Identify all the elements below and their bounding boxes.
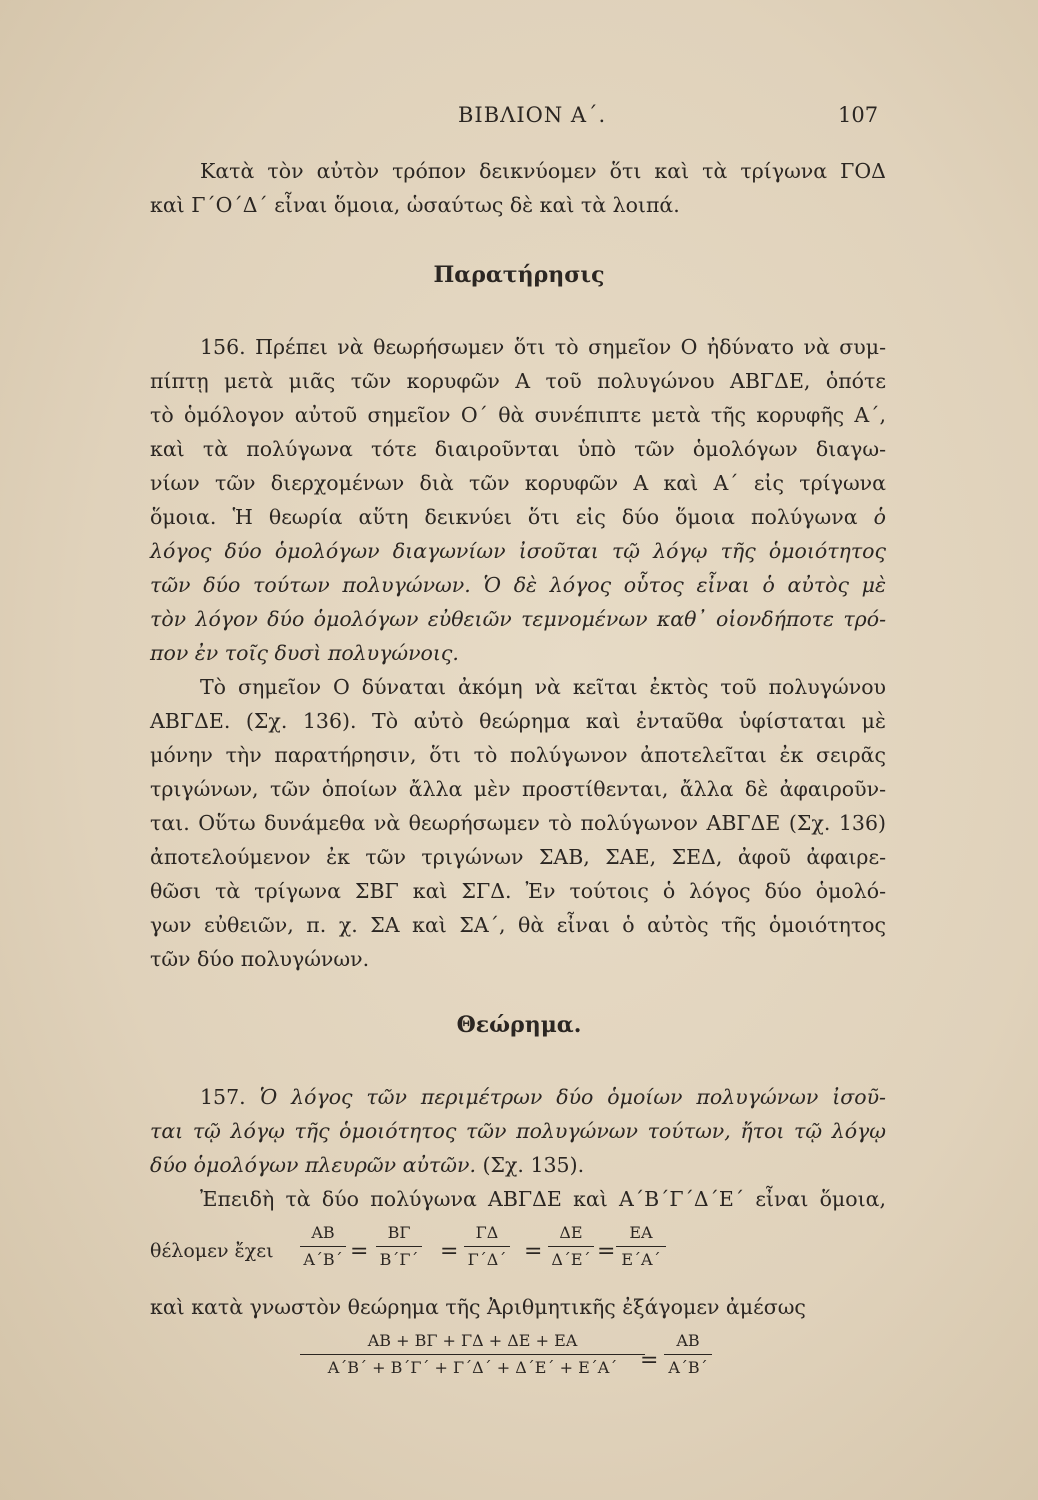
fraction-bar [300, 1354, 645, 1355]
para-2-line-7: θῶσι τὰ τρίγωνα ΣΒΓ καὶ ΣΓΔ. Ἐν τούτοις ὁ λόγος δύο ὁμολό- [150, 879, 886, 903]
final-fraction [664, 1330, 712, 1379]
para-2-line-9: τῶν δύο πολυγώνων. [150, 947, 370, 971]
ratio-denominator: Γ΄Δ΄ [467, 1250, 507, 1269]
para-2-line-5: ται. Οὕτω δυνάμεθα νὰ θεωρήσωμεν τὸ πολύγωνον ΑΒΓΔΕ (Σχ. 136) [150, 811, 886, 835]
para-156-line-10: πον ἐν τοῖς δυσὶ πολυγώνοις. [150, 641, 459, 665]
ratio-numerator: ΕΑ [629, 1223, 653, 1242]
running-header-title: ΒΙΒΛΙΟΝ Α΄. [458, 103, 607, 127]
theorem-157-line-1 [150, 1080, 886, 1114]
fraction-bar [376, 1246, 422, 1247]
intro-line-2: καὶ Γ΄Ο΄Δ΄ εἶναι ὅμοια, ὡσαύτως δὲ καὶ τὰ λοιπά. [150, 193, 680, 217]
para-156-line-1: 156. Πρέπει νὰ θεωρήσωμεν ὅτι τὸ σημεῖον Ο ἠδύνατο νὰ συμ- [200, 335, 886, 359]
para-156-line-2: πίπτῃ μετὰ μιᾶς τῶν κορυφῶν Α τοῦ πολυγώνου ΑΒΓΔΕ, ὁπότε [150, 369, 886, 393]
theorem-157-line-3 [150, 1148, 886, 1182]
equals-sign: = [350, 1239, 369, 1264]
para-156-line-8-italic-b: Ὁ δὲ λόγος οὗτος εἶναι ὁ αὐτὸς μὲ [483, 573, 886, 597]
fraction-bar [616, 1246, 666, 1247]
equals-sign: = [640, 1348, 659, 1373]
ratio-fraction [300, 1222, 346, 1271]
para-156-line-9: τὸν λόγον δύο ὁμολόγων εὐθειῶν τεμνομένων καθ᾽ οἱονδήποτε τρό- [150, 607, 886, 631]
final-denominator: Α΄Β΄ [668, 1358, 708, 1377]
para-2-line-8: γων εὐθειῶν, π. χ. ΣΑ καὶ ΣΑ΄, θὰ εἶναι ὁ αὐτὸς τῆς ὁμοιότητος [150, 913, 886, 937]
para-156-line-3: τὸ ὁμόλογον αὐτοῦ σημεῖον Ο΄ θὰ συνέπιπτε μετὰ τῆς κορυφῆς Α΄, [150, 403, 886, 427]
sum-fraction [300, 1330, 645, 1379]
theorem-157-line-3-italic: δύο ὁμολόγων πλευρῶν αὐτῶν. [150, 1153, 476, 1177]
ratio-numerator: ΑΒ [311, 1223, 335, 1242]
equals-sign: = [440, 1239, 459, 1264]
para-2-line-1: Τὸ σημεῖον Ο δύναται ἀκόμη νὰ κεῖται ἐκτὸς τοῦ πολυγώνου [200, 675, 886, 699]
ratio-fraction [376, 1222, 422, 1271]
ratio-fraction [616, 1222, 666, 1271]
ratio-denominator: Δ΄Ε΄ [551, 1250, 591, 1269]
ratio-denominator: Α΄Β΄ [303, 1250, 343, 1269]
section-heading-theorem: Θεώρημα. [456, 1012, 582, 1038]
para-156-line-8-italic-a: τῶν δύο τούτων πολυγώνων. [150, 573, 471, 597]
fraction-bar [300, 1246, 346, 1247]
para-156-line-5: νίων τῶν διερχομένων διὰ τῶν κορυφῶν Α καὶ Α΄ εἰς τρίγωνα [150, 471, 886, 495]
theorem-157-line-2: ται τῷ λόγῳ τῆς ὁμοιότητος τῶν πολυγώνων τούτων, ἤτοι τῷ λόγῳ [150, 1119, 886, 1143]
ratio-numerator: ΓΔ [475, 1223, 499, 1242]
theorem-157-line-4: Ἐπειδὴ τὰ δύο πολύγωνα ΑΒΓΔΕ καὶ Α΄Β΄Γ΄Δ΄Ε΄ εἶναι ὅμοια, [200, 1187, 886, 1211]
para-156-line-7: λόγος δύο ὁμολόγων διαγωνίων ἰσοῦται τῷ λόγῳ τῆς ὁμοιότητος [150, 539, 886, 563]
intro-line-1: Κατὰ τὸν αὐτὸν τρόπον δεικνύομεν ὅτι καὶ τὰ τρίγωνα ΓΟΔ [200, 159, 886, 183]
theorem-157-line-1-italic: Ὁ λόγος τῶν περιμέτρων δύο ὁμοίων πολυγώνων ἰσοῦ- [259, 1085, 886, 1109]
sum-numerator: ΑΒ + ΒΓ + ΓΔ + ΔΕ + ΕΑ [367, 1331, 578, 1350]
page-number: 107 [838, 103, 879, 127]
fraction-bar [548, 1246, 594, 1247]
para-2-line-2: ΑΒΓΔΕ. (Σχ. 136). Τὸ αὐτὸ θεώρημα καὶ ἐνταῦθα ὑφίσταται μὲ [150, 709, 886, 733]
conclusion-line: καὶ κατὰ γνωστὸν θεώρημα τῆς Ἀριθμητικῆς ἐξάγομεν ἀμέσως [150, 1295, 806, 1319]
final-numerator: ΑΒ [676, 1331, 700, 1350]
para-156-line-8 [150, 568, 886, 602]
equals-sign: = [524, 1239, 543, 1264]
para-156-line-6-italic: ὁ [873, 505, 886, 529]
para-156-line-6-plain: ὅμοια. Ἡ θεωρία αὕτη δεικνύει ὅτι εἰς δύο ὅμοια πολύγωνα [150, 505, 858, 529]
theorem-number: 157. [200, 1085, 246, 1109]
para-2-line-4: τριγώνων, τῶν ὁποίων ἄλλα μὲν προστίθενται, ἄλλα δὲ ἀφαιροῦν- [150, 777, 886, 801]
para-156-line-6 [150, 500, 886, 534]
fraction-bar [464, 1246, 510, 1247]
para-2-line-3: μόνην τὴν παρατήρησιν, ὅτι τὸ πολύγωνον ἀποτελεῖται ἐκ σειρᾶς [150, 743, 886, 767]
ratio-denominator: Ε΄Α΄ [621, 1250, 661, 1269]
sum-denominator: Α΄Β΄ + Β΄Γ΄ + Γ΄Δ΄ + Δ΄Ε΄ + Ε΄Α΄ [327, 1358, 618, 1377]
equation-lead-text: θέλομεν ἔχει [150, 1240, 274, 1262]
theorem-157-line-3-ref: (Σχ. 135). [482, 1153, 585, 1177]
ratio-fraction [464, 1222, 510, 1271]
para-2-line-6: ἀποτελούμενον ἐκ τῶν τριγώνων ΣΑΒ, ΣΑΕ, ΣΕΔ, ἀφοῦ ἀφαιρε- [150, 845, 886, 869]
ratio-numerator: ΒΓ [387, 1223, 411, 1242]
ratio-numerator: ΔΕ [559, 1223, 583, 1242]
section-heading-remark: Παρατήρησις [433, 262, 605, 288]
ratio-denominator: Β΄Γ΄ [379, 1250, 419, 1269]
fraction-bar [664, 1354, 712, 1355]
equals-sign: = [597, 1239, 616, 1264]
ratio-fraction [548, 1222, 594, 1271]
para-156-line-4: καὶ τὰ πολύγωνα τότε διαιροῦνται ὑπὸ τῶν ὁμολόγων διαγω- [150, 437, 886, 461]
